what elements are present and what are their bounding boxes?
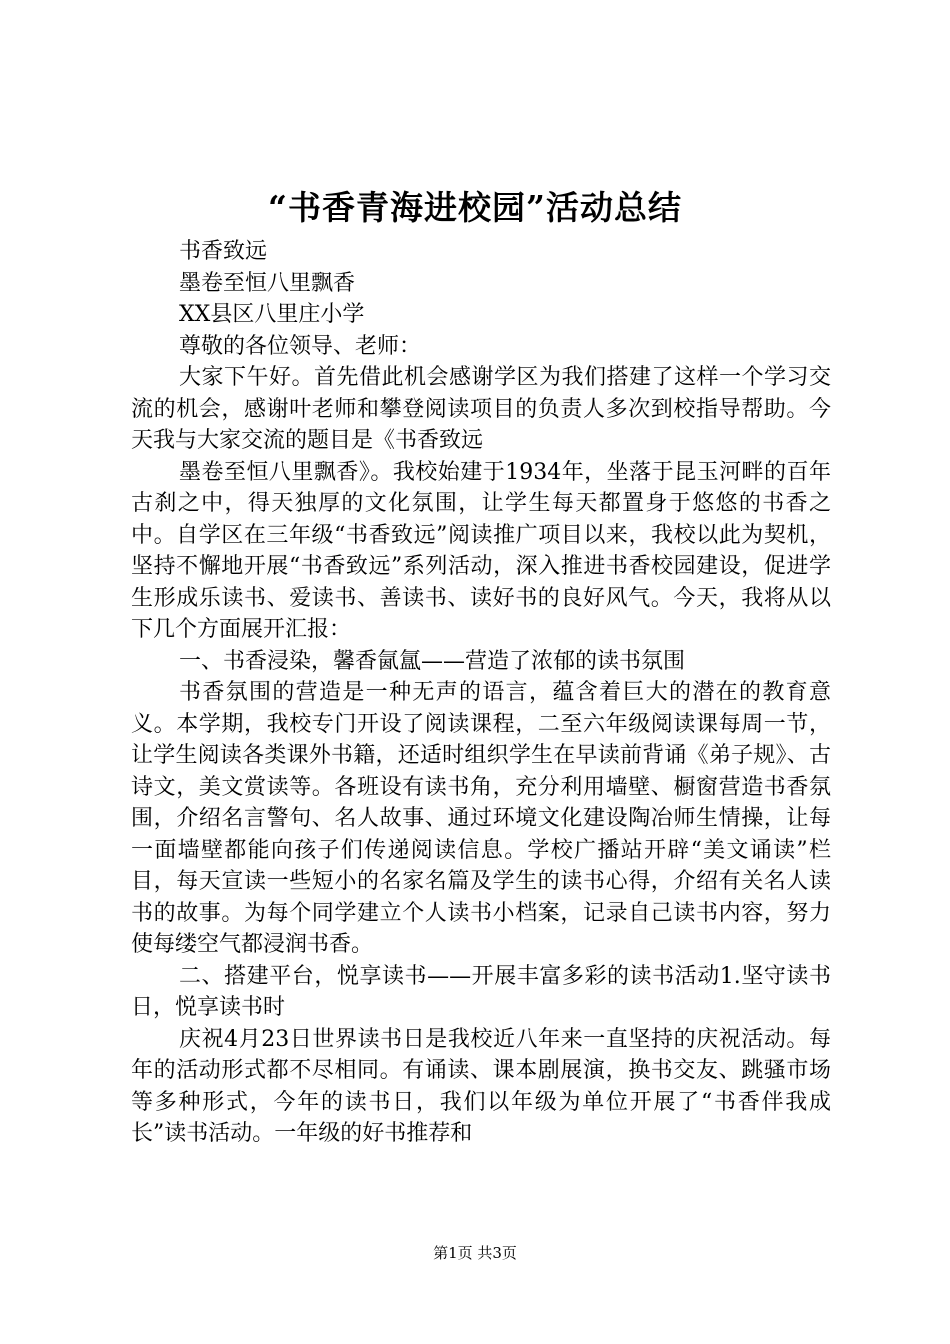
paragraph: 墨卷至恒八里飘香 [179,270,356,296]
paragraph: 书香氛围的营造是一种无声的语言，蕴含着巨大的潜在的教育意义。本学期，我校专门开设了阅读课程，二至六年级阅读课每周一节，让学生阅读各类课外书籍，还适时组织学生在早读前背诵《弟子规》、古诗文，美文赏读等。各班设有读书角，充分利用墙壁、橱窗营造书香氛围，介绍名言警句、名人故事、通过环境文化建设陶冶师生情操，让每一面墙壁都能向孩子们传递阅读信息。学校广播站开辟“美文诵读”栏目，每天宣读一些短小的名家名篇及学生的读书心得，介绍有关名人读书的故事。为每个同学建立个人读书小档案，记录自己读书内容，努力使每缕空气都浸润书香。 [131,680,831,957]
paragraph: 大家下午好。首先借此机会感谢学区为我们搭建了这样一个学习交流的机会，感谢叶老师和攀登阅读项目的负责人多次到校指导帮助。今天我与大家交流的题目是《书香致远 [131,365,831,453]
paragraph: 尊敬的各位领导、老师： [179,333,422,359]
section-heading: 二、搭建平台，悦享读书——开展丰富多彩的读书活动1.坚守读书日，悦享读书时 [131,963,831,1020]
document-body [131,236,831,1150]
paragraph: 庆祝4月23日世界读书日是我校近八年来一直坚持的庆祝活动。每年的活动形式都不尽相同。有诵读、课本剧展演，换书交友、跳骚市场等多种形式，今年的读书日，我们以年级为单位开展了“书香伴我成长”读书活动。一年级的好书推荐和 [131,1026,831,1146]
page-footer: 第1页 共3页 [433,1244,517,1262]
document-title: “书香青海进校园”活动总结 [268,188,682,227]
section-heading: 一、书香浸染，馨香氤氲——营造了浓郁的读书氛围 [179,648,686,674]
paragraph: 书香致远 [179,239,268,264]
paragraph: 墨卷至恒八里飘香》。我校始建于1934年，坐落于昆玉河畔的百年古刹之中，得天独厚的文化氛围，让学生每天都置身于悠悠的书香之中。自学区在三年级“书香致远”阅读推广项目以来，我校以此为契机，坚持不懈地开展“书香致远”系列活动，深入推进书香校园建设，促进学生形成乐读书、爱读书、善读书、读好书的良好风气。今天，我将从以下几个方面展开汇报： [131,459,831,642]
paragraph: XX县区八里庄小学 [179,302,365,327]
